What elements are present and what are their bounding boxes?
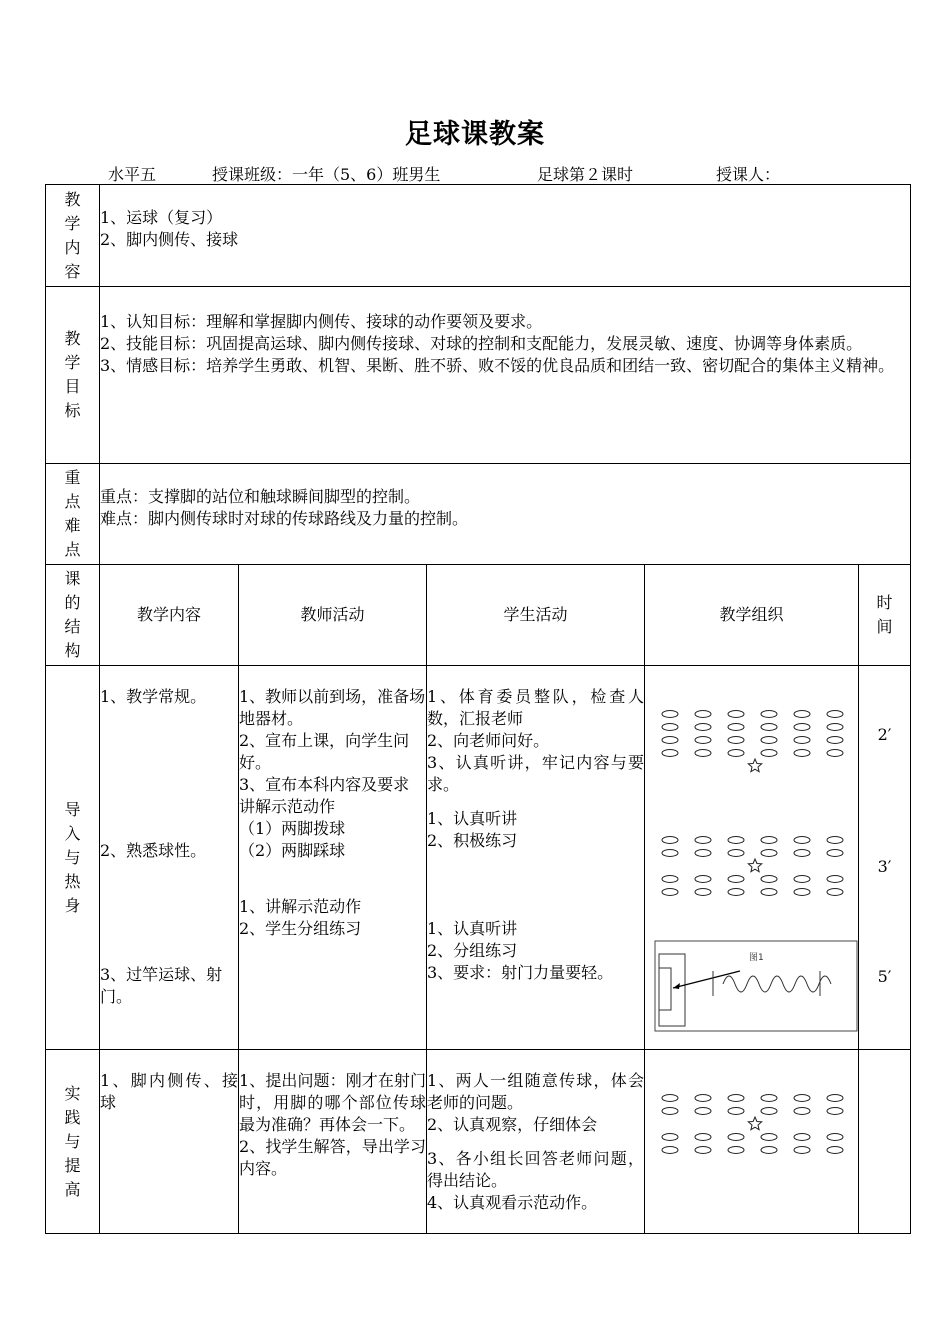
student-marker [662, 837, 678, 844]
keypoints-text: 重点：支撑脚的站位和触球瞬间脚型的控制。 难点：脚内侧传球时对球的传球路线及力量的控制。 [100, 464, 911, 565]
lesson-plan-table [45, 184, 911, 1234]
formation-3 [662, 1095, 843, 1154]
student-marker [827, 1134, 843, 1141]
diagram-caption: 图1 [749, 953, 764, 963]
student-marker [662, 876, 678, 883]
student-marker [728, 889, 744, 896]
student-marker [761, 1147, 777, 1154]
student-marker [761, 1095, 777, 1102]
student-marker [827, 711, 843, 718]
student-marker [728, 724, 744, 731]
student-marker [794, 1095, 810, 1102]
student-marker [695, 876, 711, 883]
student-marker [794, 837, 810, 844]
student-marker [827, 737, 843, 744]
goals-label: 教 学 目 标 [46, 287, 100, 464]
student-marker [827, 889, 843, 896]
goals-row [46, 287, 911, 464]
student-marker [761, 711, 777, 718]
keypoints-row [46, 464, 911, 565]
student-marker [794, 876, 810, 883]
student-marker [728, 876, 744, 883]
student-marker [695, 1134, 711, 1141]
header-time: 时 间 [859, 565, 911, 666]
student-marker [728, 711, 744, 718]
header-organization: 教学组织 [645, 565, 859, 666]
teacher-star-icon [748, 759, 761, 772]
content-text: 1、运球（复习） 2、脚内侧传、接球 [100, 185, 911, 287]
student-marker [728, 1134, 744, 1141]
student-marker [728, 750, 744, 757]
time-3: 5′ [877, 967, 892, 986]
student-marker [662, 1147, 678, 1154]
header-teacher: 教师活动 [239, 565, 427, 666]
student-marker [662, 724, 678, 731]
header-content: 教学内容 [100, 565, 239, 666]
practice-teacher: 1、提出问题：刚才在射门时，用脚的哪个部位传球最为准确？再体会一下。 2、找学生解答，导出学习内容。 [239, 1050, 427, 1234]
student-marker [794, 850, 810, 857]
student-marker [695, 711, 711, 718]
student-marker [794, 889, 810, 896]
student-marker [827, 876, 843, 883]
student-marker [794, 711, 810, 718]
page-title: 足球课教案 [405, 119, 545, 150]
class-label: 授课班级：一年（5、6）班男生 [212, 165, 441, 184]
student-marker [662, 1108, 678, 1115]
teacher-star-icon [748, 859, 761, 872]
dribble-shoot-diagram [655, 941, 857, 1031]
student-marker [761, 850, 777, 857]
warmup-organization [645, 666, 859, 1050]
student-marker [794, 1134, 810, 1141]
student-marker [761, 724, 777, 731]
student-marker [761, 1108, 777, 1115]
student-marker [794, 750, 810, 757]
student-marker [662, 750, 678, 757]
student-marker [761, 837, 777, 844]
student-marker [695, 1095, 711, 1102]
student-marker [728, 737, 744, 744]
student-marker [662, 1095, 678, 1102]
student-marker [695, 737, 711, 744]
teacher-star-icon [748, 1117, 761, 1130]
practice-time [859, 1050, 911, 1234]
time-2: 3′ [877, 857, 892, 876]
student-marker [662, 737, 678, 744]
student-marker [761, 876, 777, 883]
student-marker [794, 737, 810, 744]
student-marker [794, 1147, 810, 1154]
content-label: 教 学 内 容 [46, 185, 100, 287]
student-marker [827, 750, 843, 757]
structure-label: 课 的 结 构 [46, 565, 100, 666]
student-marker [695, 837, 711, 844]
warmup-row [46, 666, 911, 1050]
student-marker [827, 1095, 843, 1102]
formation-2 [662, 837, 843, 896]
student-marker [827, 724, 843, 731]
practice-label: 实 践 与 提 高 [46, 1050, 100, 1234]
student-marker [662, 850, 678, 857]
formation-1 [662, 711, 843, 772]
student-marker [695, 750, 711, 757]
student-marker [827, 850, 843, 857]
warmup-student: 1、体育委员整队，检查人数，汇报老师 2、向老师问好。 3、认真听讲，牢记内容与要求。 1、认真听讲 2、积极练习 1、认真听讲 2、分组练习 3、要求：射门力量要轻。 [427, 666, 645, 1050]
student-marker [794, 724, 810, 731]
student-marker [728, 1147, 744, 1154]
student-marker [794, 1108, 810, 1115]
content-row [46, 185, 911, 287]
formation-diagram [645, 666, 859, 1043]
student-marker [662, 1134, 678, 1141]
warmup-content: 1、教学常规。 2、熟悉球性。 3、过竿运球、射门。 [100, 666, 239, 1050]
student-marker [695, 1147, 711, 1154]
student-marker [761, 750, 777, 757]
student-marker [827, 1108, 843, 1115]
warmup-times [859, 666, 911, 1050]
student-marker [827, 1147, 843, 1154]
student-marker [695, 1108, 711, 1115]
warmup-teacher: 1、教师以前到场，准备场地器材。 2、宣布上课，向学生问好。 3、宣布本科内容及要求 讲解示范动作 （1）两脚拨球 （2）两脚踩球 1、讲解示范动作 2、学生分组练习 [239, 666, 427, 1050]
student-marker [728, 1108, 744, 1115]
structure-header-row [46, 565, 911, 666]
lesson-label: 足球第２课时 [537, 165, 634, 184]
practice-formation [645, 1050, 859, 1227]
practice-content: 1、脚内侧传、接球 [100, 1050, 239, 1234]
header-student: 学生活动 [427, 565, 645, 666]
student-marker [728, 837, 744, 844]
time-1: 2′ [877, 725, 892, 744]
goals-text: 1、认知目标：理解和掌握脚内侧传、接球的动作要领及要求。 2、技能目标：巩固提高运球、脚内侧传接球、对球的控制和支配能力，发展灵敏、速度、协调等身体素质。 3、情感目标：培养学生勇敢、机智、果断、胜不骄、败不馁的优良品质和团结一致、密切配合的集体主义精神。 [100, 287, 911, 464]
practice-student: 1、两人一组随意传球，体会老师的问题。 2、认真观察，仔细体会 3、各小组长回答老师问题，得出结论。 4、认真观看示范动作。 [427, 1050, 645, 1234]
student-marker [695, 850, 711, 857]
student-marker [827, 837, 843, 844]
practice-row [46, 1050, 911, 1234]
student-marker [728, 850, 744, 857]
practice-organization [645, 1050, 859, 1234]
keypoints-label: 重 点 难 点 [46, 464, 100, 565]
student-marker [728, 1095, 744, 1102]
warmup-label: 导 入 与 热 身 [46, 666, 100, 1050]
student-marker [761, 737, 777, 744]
student-marker [662, 889, 678, 896]
student-marker [695, 724, 711, 731]
level-label: 水平五 [108, 165, 157, 184]
teacher-label: 授课人： [716, 165, 781, 184]
student-marker [761, 889, 777, 896]
student-marker [695, 889, 711, 896]
student-marker [662, 711, 678, 718]
student-marker [761, 1134, 777, 1141]
